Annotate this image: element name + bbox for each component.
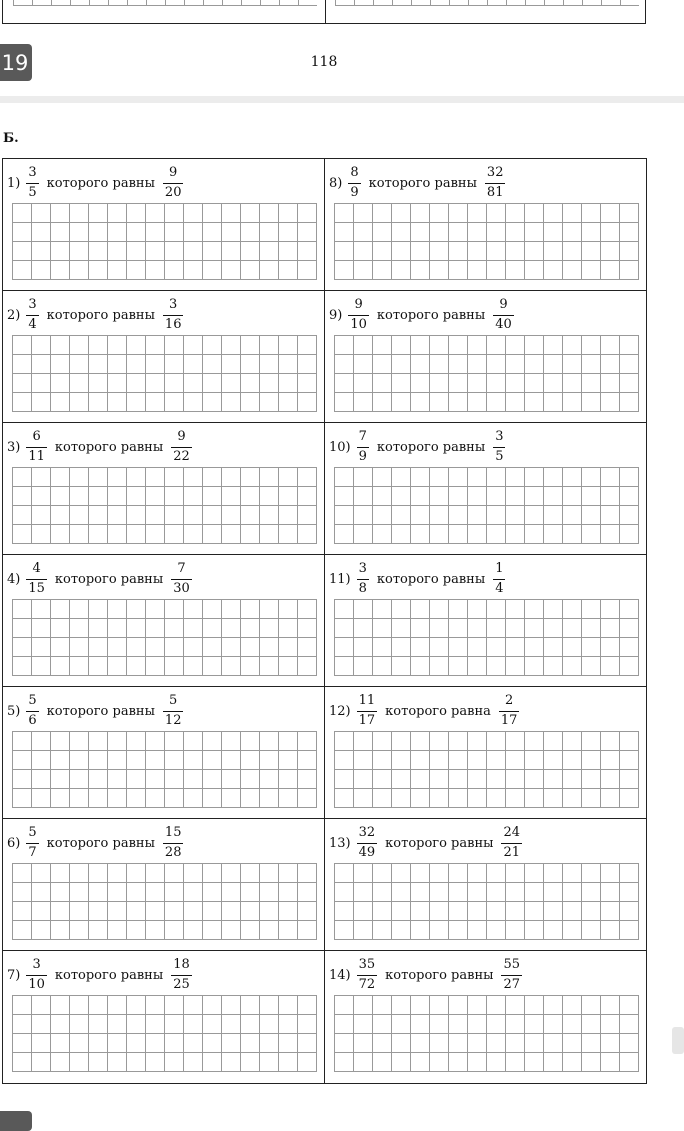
fraction <box>163 693 184 729</box>
answer-grid[interactable] <box>12 731 317 808</box>
task-statement <box>7 691 183 731</box>
task-statement <box>7 163 183 203</box>
fraction-numerator: 3 <box>28 165 37 181</box>
fraction-numerator: 9 <box>169 165 178 181</box>
task-cell <box>3 819 325 951</box>
page-separator <box>0 96 684 103</box>
task-statement <box>329 427 505 467</box>
fraction-numerator: 8 <box>350 165 359 181</box>
answer-grid[interactable] <box>334 467 639 544</box>
task-number: 14) <box>329 967 351 983</box>
fraction <box>171 561 192 597</box>
fraction-bar <box>26 843 38 844</box>
task-cell <box>325 555 646 687</box>
task-cell <box>325 819 646 951</box>
task-number: 6) <box>7 835 21 851</box>
fraction <box>26 297 38 333</box>
task-text: которого равны <box>385 835 494 851</box>
task-number: 12) <box>329 703 351 719</box>
task-text: которого равна <box>385 703 491 719</box>
fraction-denominator: 20 <box>164 184 182 200</box>
fraction-bar <box>357 843 378 844</box>
answer-grid[interactable] <box>12 335 317 412</box>
fraction-numerator: 1 <box>495 561 504 577</box>
task-text: которого равны <box>54 967 164 983</box>
fraction-bar <box>348 315 369 316</box>
task-number: 7) <box>7 967 21 983</box>
task-number: 5) <box>7 703 21 719</box>
fraction-numerator: 18 <box>173 957 190 973</box>
fraction <box>348 165 360 201</box>
fraction-denominator: 6 <box>28 712 37 728</box>
fraction-bar <box>357 975 378 976</box>
fraction <box>163 825 184 861</box>
fraction-denominator: 17 <box>358 712 376 728</box>
fraction-numerator: 32 <box>486 165 504 181</box>
answer-grid[interactable] <box>12 995 317 1072</box>
fraction-numerator: 24 <box>503 825 521 841</box>
fraction-denominator: 7 <box>28 844 37 860</box>
fraction-denominator: 22 <box>173 448 190 464</box>
answer-grid[interactable] <box>12 203 317 280</box>
fraction-numerator: 7 <box>177 561 186 577</box>
fraction-numerator: 6 <box>32 429 41 445</box>
task-cell <box>3 951 325 1083</box>
task-text: которого равны <box>368 175 477 191</box>
fraction-numerator: 3 <box>28 297 37 313</box>
fraction-numerator: 55 <box>503 957 521 973</box>
fraction-numerator: 3 <box>32 957 41 973</box>
fraction <box>348 297 369 333</box>
fraction-denominator: 30 <box>173 580 190 596</box>
task-text: которого равны <box>46 175 155 191</box>
answer-grid[interactable] <box>12 599 317 676</box>
task-statement <box>329 691 519 731</box>
task-cell <box>325 159 646 291</box>
scrollbar-handle[interactable] <box>672 1027 684 1054</box>
task-number: 8) <box>329 175 343 191</box>
task-statement <box>329 955 522 995</box>
chapter-badge: 19 <box>0 44 32 81</box>
task-number: 9) <box>329 307 343 323</box>
task-text: которого равны <box>376 439 486 455</box>
fraction-denominator: 15 <box>28 580 45 596</box>
fraction <box>357 825 378 861</box>
answer-grid[interactable] <box>334 203 639 280</box>
fraction <box>26 429 47 465</box>
fraction-bar <box>163 183 184 184</box>
task-cell <box>325 687 646 819</box>
fraction-denominator: 9 <box>350 184 359 200</box>
fraction-denominator: 40 <box>495 316 512 332</box>
fraction-numerator: 35 <box>358 957 376 973</box>
task-cell <box>325 951 646 1083</box>
fraction-numerator: 7 <box>358 429 367 445</box>
fraction-denominator: 17 <box>500 712 518 728</box>
fraction-bar <box>493 447 505 448</box>
fraction-bar <box>26 975 47 976</box>
fraction-numerator: 3 <box>358 561 367 577</box>
fraction-denominator: 9 <box>358 448 367 464</box>
task-text: которого равны <box>46 307 155 323</box>
fraction <box>357 429 369 465</box>
fraction <box>357 561 369 597</box>
task-cell <box>325 423 646 555</box>
table-divider <box>325 0 326 23</box>
task-statement <box>329 163 505 203</box>
fraction-numerator: 15 <box>164 825 182 841</box>
task-statement <box>329 295 514 335</box>
fraction <box>26 693 38 729</box>
fraction-bar <box>171 975 192 976</box>
fraction <box>485 165 506 201</box>
fraction-numerator: 5 <box>28 825 37 841</box>
fraction-numerator: 5 <box>28 693 37 709</box>
fraction-denominator: 81 <box>486 184 504 200</box>
task-cell <box>3 687 325 819</box>
fraction-numerator: 11 <box>358 693 376 709</box>
fraction <box>171 957 192 993</box>
task-text: которого равны <box>385 967 494 983</box>
fraction-bar <box>485 183 506 184</box>
task-text: которого равны <box>376 307 486 323</box>
fraction-bar <box>26 447 47 448</box>
fraction-bar <box>493 579 505 580</box>
fraction <box>26 957 47 993</box>
fraction-denominator: 27 <box>503 976 521 992</box>
fraction-bar <box>163 315 184 316</box>
task-number: 1) <box>7 175 21 191</box>
task-statement <box>7 955 192 995</box>
fraction-numerator: 5 <box>169 693 178 709</box>
fraction-denominator: 72 <box>358 976 376 992</box>
fraction-denominator: 5 <box>28 184 37 200</box>
answer-grid[interactable] <box>12 467 317 544</box>
fraction-bar <box>163 711 184 712</box>
answer-grid[interactable] <box>334 599 639 676</box>
task-text: которого равны <box>46 835 155 851</box>
fraction <box>26 561 47 597</box>
fraction-denominator: 25 <box>173 976 190 992</box>
task-text: которого равны <box>46 703 155 719</box>
fraction-denominator: 49 <box>358 844 376 860</box>
fraction <box>499 693 520 729</box>
task-cell <box>3 423 325 555</box>
fraction-denominator: 4 <box>28 316 37 332</box>
fraction-numerator: 32 <box>358 825 376 841</box>
fraction <box>501 957 522 993</box>
fraction-bar <box>171 579 192 580</box>
task-cell <box>3 159 325 291</box>
fraction <box>501 825 522 861</box>
fraction-denominator: 12 <box>164 712 182 728</box>
task-statement <box>7 295 183 335</box>
fraction-bar <box>348 183 360 184</box>
previous-task-table-fragment <box>2 0 646 24</box>
answer-grid <box>335 0 639 6</box>
task-statement <box>7 427 192 467</box>
task-number: 3) <box>7 439 21 455</box>
section-label: Б. <box>3 131 19 146</box>
task-number: 11) <box>329 571 351 587</box>
fraction <box>26 825 38 861</box>
fraction-denominator: 16 <box>164 316 182 332</box>
task-statement <box>329 823 522 863</box>
fraction-bar <box>171 447 192 448</box>
fraction-bar <box>501 843 522 844</box>
task-cell <box>3 291 325 423</box>
task-text: которого равны <box>376 571 486 587</box>
fraction-denominator: 5 <box>495 448 504 464</box>
fraction-numerator: 4 <box>32 561 41 577</box>
task-cell <box>325 291 646 423</box>
answer-grid[interactable] <box>334 335 639 412</box>
answer-grid[interactable] <box>334 863 639 940</box>
answer-grid[interactable] <box>12 863 317 940</box>
fraction-denominator: 10 <box>350 316 367 332</box>
fraction-numerator: 9 <box>177 429 186 445</box>
fraction-bar <box>493 315 514 316</box>
fraction-bar <box>26 183 38 184</box>
fraction-numerator: 9 <box>499 297 508 313</box>
fraction-numerator: 2 <box>505 693 514 709</box>
task-text: которого равны <box>54 439 164 455</box>
fraction-bar <box>26 711 38 712</box>
task-cell <box>3 555 325 687</box>
fraction-bar <box>357 711 378 712</box>
task-number: 10) <box>329 439 351 455</box>
fraction-denominator: 21 <box>503 844 521 860</box>
task-statement <box>7 823 183 863</box>
fraction <box>493 297 514 333</box>
task-text: которого равны <box>54 571 164 587</box>
fraction <box>26 165 38 201</box>
fraction <box>493 429 505 465</box>
fraction-bar <box>26 579 47 580</box>
fraction-numerator: 9 <box>354 297 363 313</box>
fraction-numerator: 3 <box>169 297 178 313</box>
next-page-badge <box>0 1111 32 1131</box>
task-number: 4) <box>7 571 21 587</box>
fraction <box>163 297 184 333</box>
task-table <box>2 158 647 1084</box>
fraction-bar <box>26 315 38 316</box>
task-number: 2) <box>7 307 21 323</box>
page-number: 118 <box>310 54 338 70</box>
fraction-bar <box>357 579 369 580</box>
fraction-bar <box>163 843 184 844</box>
fraction-denominator: 11 <box>28 448 45 464</box>
fraction <box>357 957 378 993</box>
fraction-denominator: 8 <box>358 580 367 596</box>
fraction-numerator: 3 <box>495 429 504 445</box>
fraction <box>163 165 184 201</box>
fraction <box>357 693 378 729</box>
fraction-bar <box>499 711 520 712</box>
fraction-bar <box>357 447 369 448</box>
answer-grid[interactable] <box>334 995 639 1072</box>
fraction-denominator: 10 <box>28 976 45 992</box>
fraction <box>171 429 192 465</box>
fraction <box>493 561 505 597</box>
task-statement <box>329 559 505 599</box>
task-number: 13) <box>329 835 351 851</box>
fraction-denominator: 28 <box>164 844 182 860</box>
answer-grid <box>13 0 317 6</box>
fraction-bar <box>501 975 522 976</box>
fraction-denominator: 4 <box>495 580 504 596</box>
answer-grid[interactable] <box>334 731 639 808</box>
task-statement <box>7 559 192 599</box>
